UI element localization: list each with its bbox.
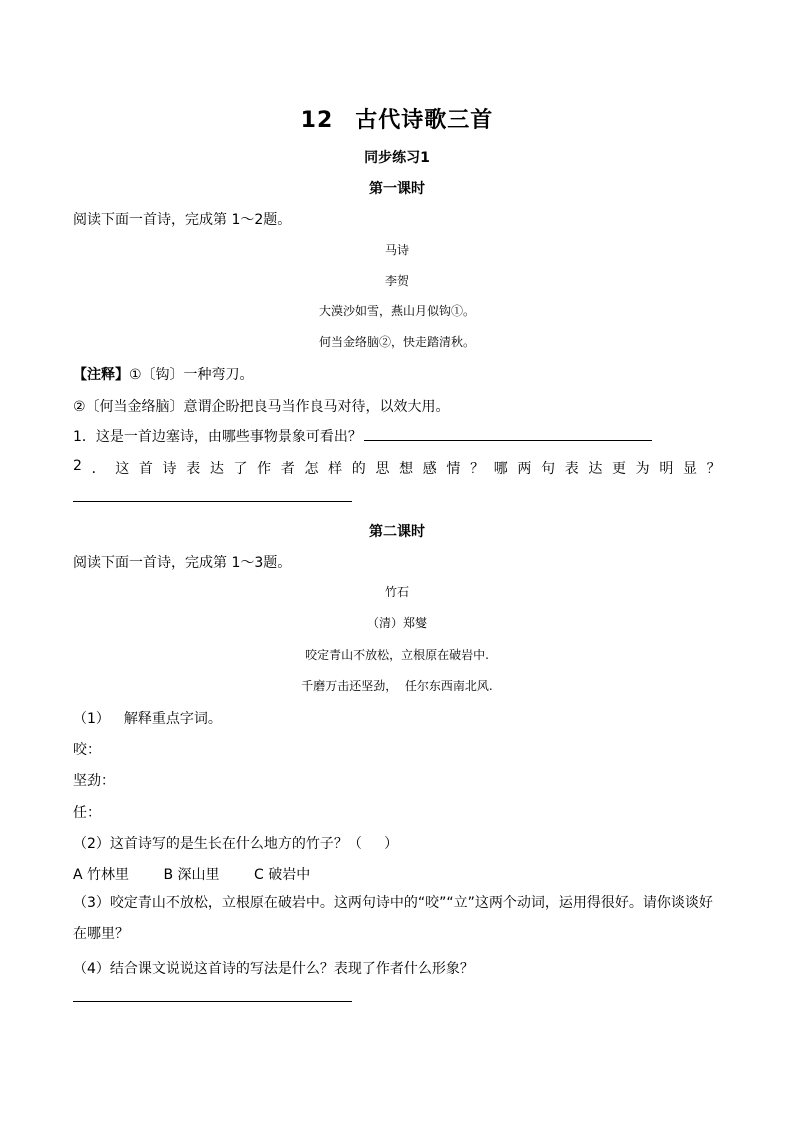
lesson1-q1 bbox=[73, 426, 652, 446]
q2-char: 句 bbox=[541, 461, 556, 477]
note1 bbox=[73, 364, 254, 384]
poem2-author: （清）郑燮 bbox=[366, 616, 427, 630]
q2-char: 情 bbox=[446, 461, 461, 477]
q2-char: 者 bbox=[280, 461, 295, 477]
q2-char: ？ bbox=[470, 461, 485, 477]
q2-char: 了 bbox=[233, 461, 248, 477]
subtitle: 同步练习1 bbox=[364, 150, 430, 166]
lesson2-q1-num: （1） bbox=[73, 711, 110, 727]
q2-char: 更 bbox=[612, 461, 627, 477]
poem1-line1: 大漠沙如雪，燕山月似钩①。 bbox=[318, 304, 475, 318]
lesson-title: 古代诗歌三首 bbox=[355, 108, 494, 133]
q2-char: 为 bbox=[635, 461, 650, 477]
q2-char: 两 bbox=[517, 461, 532, 477]
answer-line[interactable] bbox=[73, 501, 352, 502]
lesson1-q2 bbox=[73, 458, 721, 478]
q2-char: 达 bbox=[209, 461, 224, 477]
poem1-line2: 何当金络脑②，快走踏清秋。 bbox=[318, 335, 475, 349]
note-label: 【注释】 bbox=[73, 367, 129, 383]
lesson2-q4: （4）结合课文说说这首诗的写法是什么？表现了作者什么形象？ bbox=[73, 961, 474, 977]
lesson1-q1-text: 1．这是一首边塞诗，由哪些事物景象可看出？ bbox=[73, 429, 362, 445]
q2-char: 明 bbox=[659, 461, 674, 477]
lesson1-heading: 第一课时 bbox=[369, 181, 425, 197]
lesson2-q3: （3）咬定青山不放松，立根原在破岩中。这两句诗中的“咬”“立”这两个动词，运用得很好。请你谈谈好在哪里？ bbox=[73, 895, 713, 942]
answer-line-2[interactable] bbox=[73, 1001, 352, 1002]
word-jianjin[interactable]: 坚劲： bbox=[73, 773, 115, 789]
lesson2-q1 bbox=[73, 708, 222, 728]
choice-a[interactable]: A 竹林里 bbox=[73, 867, 130, 883]
q2-char: ． bbox=[91, 461, 106, 477]
note1-text: ①〔钩〕一种弯刀。 bbox=[129, 367, 254, 383]
q2-char: 2 bbox=[73, 458, 82, 474]
poem2-line2: 千磨万击还坚劲， 任尔东西南北风. bbox=[301, 679, 493, 693]
poem2-line1: 咬定青山不放松，立根原在破岩中. bbox=[305, 648, 489, 662]
note2: ②〔何当金络脑〕意谓企盼把良马当作良马对待，以效大用。 bbox=[73, 399, 450, 415]
q2-char: 哪 bbox=[493, 461, 508, 477]
choice-b[interactable]: B 深山里 bbox=[163, 867, 220, 883]
lesson-number: 12 bbox=[300, 108, 334, 133]
q2-char: 想 bbox=[399, 461, 414, 477]
q2-char: 的 bbox=[351, 461, 366, 477]
lesson2-q1-text: 解释重点字词。 bbox=[123, 711, 222, 727]
q2-char: 怎 bbox=[304, 461, 319, 477]
word-yao[interactable]: 咬： bbox=[73, 742, 101, 758]
lesson2-instruction: 阅读下面一首诗，完成第 1～3题。 bbox=[73, 555, 292, 571]
lesson1-instruction: 阅读下面一首诗，完成第 1～2题。 bbox=[73, 212, 292, 228]
q2-char: 作 bbox=[257, 461, 272, 477]
lesson2-q2: （2）这首诗写的是生长在什么地方的竹子？（ ） bbox=[73, 836, 399, 852]
lesson2-heading: 第二课时 bbox=[369, 524, 425, 540]
word-ren[interactable]: 任： bbox=[73, 805, 101, 821]
q2-char: 这 bbox=[115, 461, 130, 477]
page-title bbox=[0, 103, 794, 134]
choice-c[interactable]: C 破岩中 bbox=[254, 867, 311, 883]
answer-blank[interactable] bbox=[364, 428, 652, 441]
q2-char: ？ bbox=[706, 461, 721, 477]
lesson2-q2-choices bbox=[73, 864, 340, 884]
poem2-title: 竹石 bbox=[384, 585, 409, 599]
q2-char: 诗 bbox=[162, 461, 177, 477]
q2-char: 首 bbox=[138, 461, 153, 477]
q2-char: 表 bbox=[564, 461, 579, 477]
poem1-title: 马诗 bbox=[384, 243, 409, 257]
q2-char: 感 bbox=[422, 461, 437, 477]
q2-char: 表 bbox=[186, 461, 201, 477]
q2-char: 显 bbox=[682, 461, 697, 477]
q2-char: 达 bbox=[588, 461, 603, 477]
q2-char: 思 bbox=[375, 461, 390, 477]
poem1-author: 李贺 bbox=[384, 274, 409, 288]
q2-char: 样 bbox=[328, 461, 343, 477]
